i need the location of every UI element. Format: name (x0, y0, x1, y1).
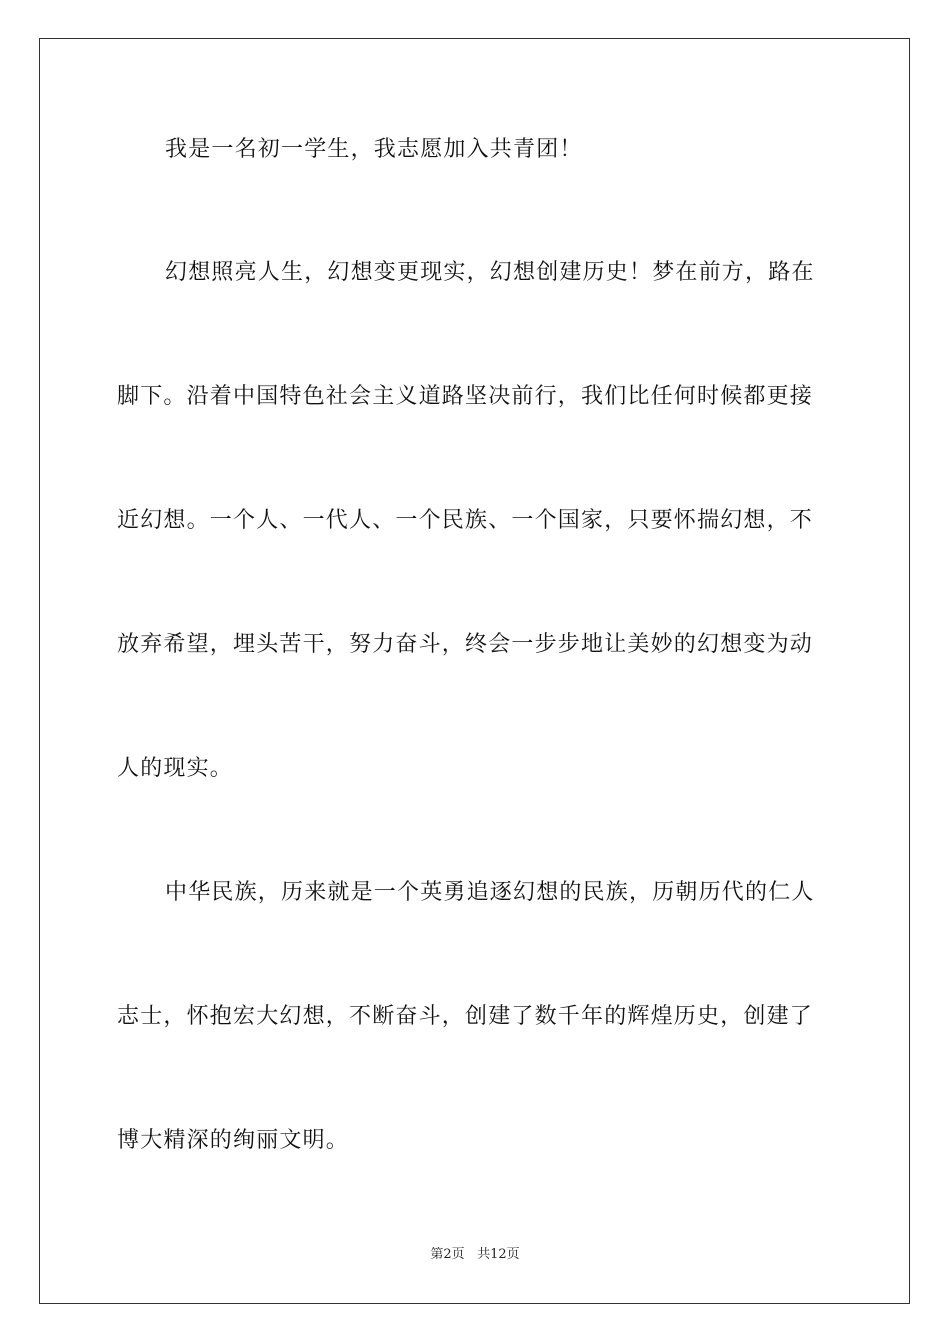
paragraph-2-line-5: 人的现实。 (117, 756, 234, 781)
page-border (39, 38, 910, 1304)
paragraph-3-line-1: 中华民族，历来就是一个英勇追逐幻想的民族，历朝历代的仁人 (165, 880, 815, 905)
paragraph-1-line-1: 我是一名初一学生，我志愿加入共青团！ (165, 137, 583, 162)
paragraph-2-line-4: 放弃希望，埋头苦干，努力奋斗，终会一步步地让美妙的幻想变为动 (117, 632, 814, 657)
page-number: 第2页 (430, 1247, 465, 1262)
page-footer (0, 1246, 950, 1264)
total-pages: 共12页 (477, 1247, 520, 1262)
paragraph-2-line-1: 幻想照亮人生，幻想变更现实，幻想创建历史！梦在前方，路在 (165, 260, 815, 285)
paragraph-3-line-3: 博大精深的绚丽文明。 (117, 1128, 350, 1153)
paragraph-2-line-3: 近幻想。一个人、一代人、一个民族、一个国家，只要怀揣幻想，不 (117, 508, 814, 533)
paragraph-3-line-2: 志士，怀抱宏大幻想，不断奋斗，创建了数千年的辉煌历史，创建了 (117, 1004, 814, 1029)
paragraph-2-line-2: 脚下。沿着中国特色社会主义道路坚决前行，我们比任何时候都更接 (117, 384, 814, 409)
